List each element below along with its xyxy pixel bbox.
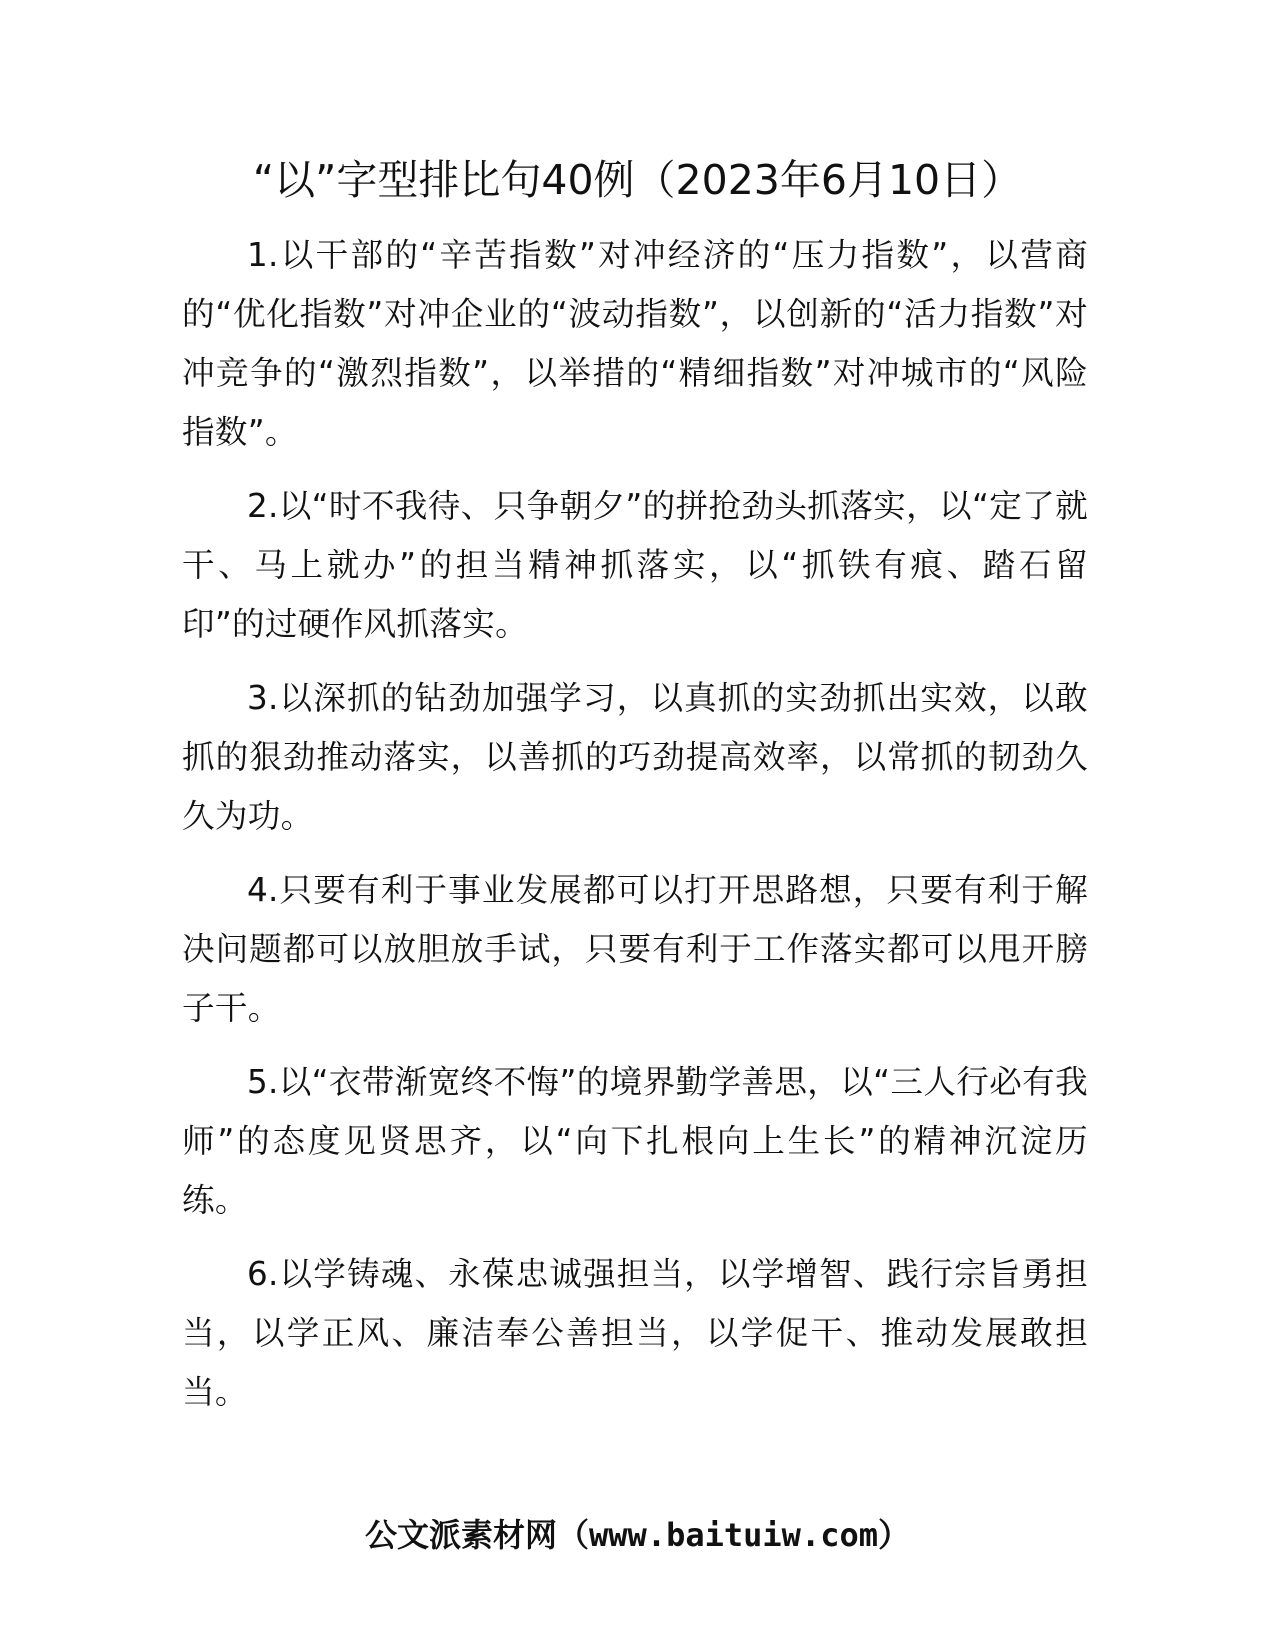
document-title: “以”字型排比句40例（2023年6月10日） bbox=[252, 156, 1023, 204]
footer-close-paren: ） bbox=[878, 1516, 911, 1554]
footer-open-paren: （ bbox=[557, 1516, 590, 1554]
paragraph-5: 5.以“衣带渐宽终不悔”的境界勤学善思，以“三人行必有我师”的态度见贤思齐，以“向下扎根向上生长”的精神沉淀历练。 bbox=[182, 1063, 1088, 1219]
paragraph-3: 3.以深抓的钻劲加强学习，以真抓的实劲抓出实效，以敢抓的狠劲推动落实，以善抓的巧劲提高效率，以常抓的韧劲久久为功。 bbox=[182, 679, 1088, 835]
paragraph-1: 1.以干部的“辛苦指数”对冲经济的“压力指数”，以营商的“优化指数”对冲企业的“波动指数”，以创新的“活力指数”对冲竞争的“激烈指数”，以举措的“精细指数”对冲城市的“风险指数”。 bbox=[182, 236, 1088, 451]
footer-watermark bbox=[150, 1510, 1125, 1560]
footer-url: www.baituiw.com bbox=[589, 1516, 878, 1554]
document-body bbox=[182, 226, 1088, 1437]
footer-site-name: 公文派素材网 bbox=[364, 1516, 557, 1554]
paragraph-2: 2.以“时不我待、只争朝夕”的拼抢劲头抓落实，以“定了就干、马上就办”的担当精神抓落实，以“抓铁有痕、踏石留印”的过硬作风抓落实。 bbox=[182, 487, 1088, 643]
paragraph-6: 6.以学铸魂、永葆忠诚强担当，以学增智、践行宗旨勇担当，以学正风、廉洁奉公善担当，以学促干、推动发展敢担当。 bbox=[182, 1255, 1088, 1411]
paragraph-4: 4.只要有利于事业发展都可以打开思路想，只要有利于解决问题都可以放胆放手试，只要有利于工作落实都可以甩开膀子干。 bbox=[182, 871, 1088, 1027]
